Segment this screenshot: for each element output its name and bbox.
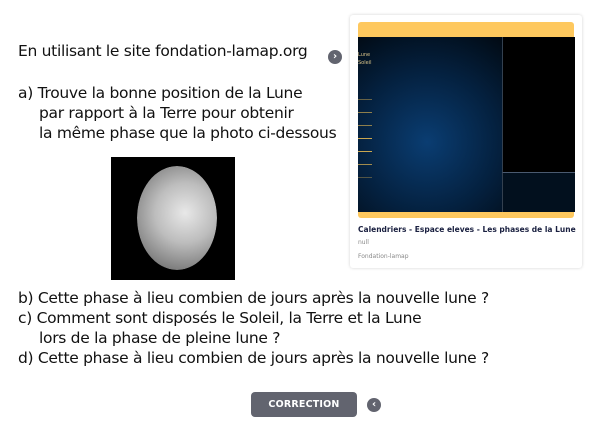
question-d: d) Cette phase à lieu combien de jours après la nouvelle lune ? [18, 349, 489, 367]
thumb-label: Lune [358, 52, 371, 58]
question-a-line2: par rapport à la Terre pour obtenir [39, 104, 294, 122]
moon-photo [111, 157, 235, 280]
card-title[interactable]: Calendriers - Espace eleves - Les phases de la Lune [358, 225, 576, 234]
intro-text: En utilisant le site fondation-lamap.org [18, 42, 308, 60]
question-a-line1: a) Trouve la bonne position de la Lune [18, 84, 303, 102]
question-c-line1: c) Comment sont disposés le Soleil, la Terre et la Lune [18, 309, 422, 327]
card-thumbnail [358, 22, 574, 218]
question-a-line3: la même phase que la photo ci-dessous [39, 124, 337, 142]
card-subtitle: null [358, 239, 369, 246]
question-c-line2: lors de la phase de pleine lune ? [39, 329, 281, 347]
collapse-icon[interactable]: ‹ [367, 398, 381, 412]
link-card[interactable] [350, 15, 582, 268]
thumb-label: Soleil [358, 60, 372, 66]
question-b: b) Cette phase à lieu combien de jours après la nouvelle lune ? [18, 289, 489, 307]
card-source: Fondation-lamap [358, 253, 409, 260]
expand-icon[interactable]: › [328, 50, 342, 64]
correction-button[interactable]: CORRECTION [251, 392, 357, 417]
